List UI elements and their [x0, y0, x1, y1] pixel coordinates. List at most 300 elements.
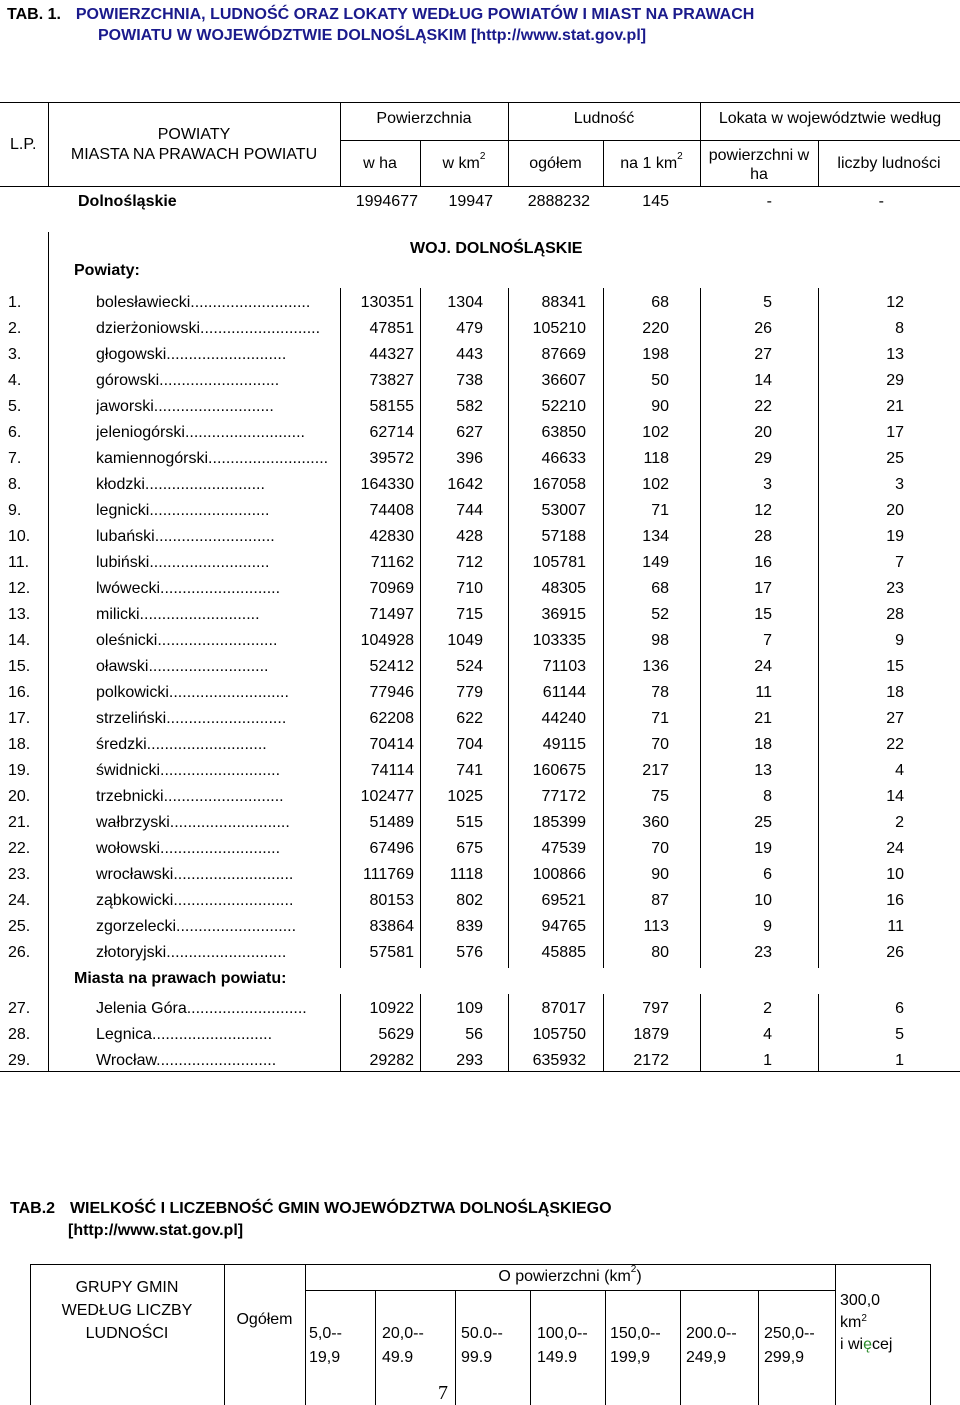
table-row	[0, 787, 960, 813]
cell-lp: 20.	[8, 788, 31, 805]
table-row	[0, 345, 960, 371]
table-row	[0, 501, 960, 527]
section-powiaty: Powiaty:	[74, 262, 140, 279]
header-powierzchnia: Powierzchnia	[376, 110, 472, 127]
cell-rank-area: 13	[754, 762, 772, 779]
cell-rank-area: 2	[763, 1000, 772, 1017]
cell-lp: 4.	[8, 372, 22, 389]
range-header	[764, 1322, 815, 1370]
cell-rank-pop: 16	[886, 892, 904, 909]
cell-ha: 42830	[369, 528, 414, 545]
range-to: 249,9	[686, 1349, 727, 1366]
range-header	[309, 1322, 342, 1370]
cell-km2: 443	[456, 346, 483, 363]
range-from: 150,0--	[610, 1325, 661, 1342]
header-w-km: w $km^2$	[442, 151, 486, 172]
cell-ha: 29282	[369, 1052, 414, 1069]
cell-pop: 57188	[541, 528, 586, 545]
cell-name: Legnica...........................	[96, 1026, 273, 1043]
range-from: 250,0--	[764, 1325, 815, 1342]
table1-title-line1: POWIERZCHNIA, LUDNOŚĆ ORAZ LOKATY WEDŁUG POWIATÓW I MIAST NA PRAWACH	[75, 6, 755, 23]
range-to: 199,9	[610, 1349, 651, 1366]
table-row	[0, 293, 960, 319]
cell-rank-pop: 27	[886, 710, 904, 727]
cell-km2: 704	[456, 736, 483, 753]
cell-rank-area: 23	[754, 944, 772, 961]
table-row	[0, 865, 960, 891]
header-lp: L.P.	[10, 136, 37, 153]
cell-rank-area: 6	[763, 866, 772, 883]
range-from: 5,0--	[309, 1325, 342, 1342]
cell-km2: 428	[456, 528, 483, 545]
table-row	[0, 423, 960, 449]
cell-name: górowski...........................	[96, 372, 280, 389]
cell-lp: 17.	[8, 710, 31, 727]
cell-km2: 582	[456, 398, 483, 415]
cell-density: 78	[651, 684, 669, 701]
table-row	[0, 449, 960, 475]
cell-name: lwówecki...........................	[96, 580, 281, 597]
table-row	[0, 943, 960, 969]
range-to: 99.9	[461, 1349, 493, 1366]
section-woj: WOJ. DOLNOŚLĄSKIE	[410, 240, 583, 257]
cell-density: 71	[651, 710, 669, 727]
cell-name: lubiński...........................	[96, 554, 270, 571]
cell-name: strzeliński...........................	[96, 710, 287, 727]
table-row	[0, 1051, 960, 1077]
cell-rank-pop: 19	[886, 528, 904, 545]
cell-density: 198	[642, 346, 669, 363]
cell-rank-area: 22	[754, 398, 772, 415]
cell-pop: 69521	[541, 892, 586, 909]
cell-lp: 24.	[8, 892, 31, 909]
cell-lp: 26.	[8, 944, 31, 961]
cell-km2: 675	[456, 840, 483, 857]
cell-name: dzierżoniowski...........................	[96, 320, 321, 337]
table-row	[0, 527, 960, 553]
range-to: 149.9	[537, 1349, 578, 1366]
cell-rank-pop: 8	[895, 320, 904, 337]
cell-ha: 70414	[369, 736, 414, 753]
cell-name: trzebnicki...........................	[96, 788, 284, 805]
table-row	[0, 917, 960, 943]
cell-ha: 57581	[369, 944, 414, 961]
cell-lp: 15.	[8, 658, 31, 675]
cell-ha: 70969	[369, 580, 414, 597]
cell-ha: 39572	[369, 450, 414, 467]
cell-name: wałbrzyski...........................	[96, 814, 290, 831]
cell-ha: 111769	[362, 866, 414, 883]
cell-km2: 712	[456, 554, 483, 571]
cell-rank-area: 16	[754, 554, 772, 571]
cell-rank-pop: 7	[895, 554, 904, 571]
table-row	[0, 553, 960, 579]
cell-name: złotoryjski...........................	[96, 944, 287, 961]
cell-rank-pop: 21	[886, 398, 904, 415]
cell-km2: 109	[456, 1000, 483, 1017]
cell-rank-pop: 1	[895, 1052, 904, 1069]
table-row	[0, 397, 960, 423]
range-to: 49.9	[382, 1349, 414, 1366]
cell-rank-pop: 24	[886, 840, 904, 857]
cell-rank-pop: 15	[886, 658, 904, 675]
header-ludnosc: Ludność	[573, 110, 635, 127]
cell-rank-pop: 13	[886, 346, 904, 363]
cell-rank-area: 14	[754, 372, 772, 389]
table-row	[0, 371, 960, 397]
cell-km2: 744	[456, 502, 483, 519]
cell-pop: 105210	[532, 320, 586, 337]
cell-rank-area: 26	[754, 320, 772, 337]
cell-pop: 167058	[532, 476, 586, 493]
header-na-1-km: na 1 $km^2$	[620, 151, 683, 172]
cell-density: 102	[642, 476, 669, 493]
cell-km2: 627	[456, 424, 483, 441]
cell-name: bolesławiecki...........................	[96, 294, 311, 311]
cell-rank-area: 19	[754, 840, 772, 857]
cell-density: 68	[651, 580, 669, 597]
table2-divider	[224, 1264, 225, 1405]
cell-rank-area: 17	[754, 580, 772, 597]
cell-density: 360	[642, 814, 669, 831]
cell-name: Jelenia Góra...........................	[96, 1000, 307, 1017]
cell-ha: 104928	[360, 632, 414, 649]
cell-pop: 36607	[541, 372, 586, 389]
cell-rank-pop: 26	[886, 944, 904, 961]
cell-rank-pop: 17	[886, 424, 904, 441]
cell-rank-pop: 23	[886, 580, 904, 597]
cell-rank-pop: 12	[886, 294, 904, 311]
cell-name: legnicki...........................	[96, 502, 270, 519]
cell-pop: 87669	[541, 346, 586, 363]
cell-km2: 1025	[447, 788, 483, 805]
cell-name: wrocławski...........................	[96, 866, 294, 883]
cell-ha: 74114	[370, 762, 414, 779]
table1-header-bottom-border	[0, 186, 960, 187]
cell-km2: 738	[456, 372, 483, 389]
cell-ha: 44327	[369, 346, 414, 363]
cell-rank-area: 8	[763, 788, 772, 805]
cell-rank-area: 24	[754, 658, 772, 675]
cell-density: 149	[642, 554, 669, 571]
range-header	[610, 1322, 661, 1370]
header-ogolem: ogółem	[529, 155, 582, 172]
cell-density: 118	[643, 450, 669, 467]
table2-title-line2: [http://www.stat.gov.pl]	[68, 1222, 244, 1239]
cell-pop: 635932	[532, 1052, 586, 1069]
cell-lp: 18.	[8, 736, 31, 753]
table2-last-range: 300,0 $km^2$ i więcej	[840, 1292, 893, 1353]
table2-top-border	[30, 1264, 930, 1265]
cell-ha: 80153	[369, 892, 414, 909]
cell-rank-area: 12	[754, 502, 772, 519]
cell-rank-area: 7	[763, 632, 772, 649]
cell-rank-pop: 29	[886, 372, 904, 389]
cell-km2: 576	[456, 944, 483, 961]
cell-pop: 87017	[541, 1000, 586, 1017]
cell-pop: 53007	[541, 502, 586, 519]
table2-divider	[930, 1264, 931, 1405]
table2-grupy-header: GRUPY GMIN WEDŁUG LICZBY LUDNOŚCI	[61, 1279, 193, 1342]
cell-ha: 51489	[369, 814, 414, 831]
cell-km2: 802	[456, 892, 483, 909]
cell-pop: 49115	[542, 736, 586, 753]
cell-lp: 16.	[8, 684, 31, 701]
cell-rank-area: 11	[755, 684, 772, 701]
table2-ogolem-header: Ogółem	[236, 1311, 293, 1328]
cell-km2: 741	[456, 762, 483, 779]
table-row	[0, 735, 960, 761]
range-header	[461, 1322, 503, 1370]
cell-rank-area: 21	[754, 710, 772, 727]
cell-lp: 5.	[8, 398, 22, 415]
cell-name: wołowski...........................	[96, 840, 281, 857]
table-row	[0, 657, 960, 683]
table2-divider	[605, 1290, 606, 1405]
table2-divider	[455, 1290, 456, 1405]
cell-rank-area: 20	[754, 424, 772, 441]
cell-rank-pop: 20	[886, 502, 904, 519]
cell-density: 70	[651, 840, 669, 857]
cell-lp: 13.	[8, 606, 31, 623]
table-row	[0, 631, 960, 657]
cell-rank-pop: 14	[886, 788, 904, 805]
cell-rank-area: 18	[754, 736, 772, 753]
cell-rank-area: 15	[754, 606, 772, 623]
cell-lp: 3.	[8, 346, 22, 363]
cell-lp: 19.	[8, 762, 31, 779]
cell-name: zgorzelecki...........................	[96, 918, 297, 935]
voivodeship-row: Dolnośląskie 1994677 19947 2888232 145 - -	[78, 193, 884, 210]
range-to: 299,9	[764, 1349, 805, 1366]
cell-rank-pop: 6	[895, 1000, 904, 1017]
table2-divider	[680, 1290, 681, 1405]
table2-divider	[835, 1264, 836, 1405]
cell-ha: 74408	[369, 502, 414, 519]
cell-name: średzki...........................	[96, 736, 267, 753]
table1-header-divider	[48, 102, 49, 186]
header-powiaty: POWIATY	[157, 126, 231, 143]
cell-lp: 6.	[8, 424, 22, 441]
table1-title	[7, 4, 754, 26]
cell-lp: 9.	[8, 502, 22, 519]
table-row	[0, 813, 960, 839]
cell-pop: 88341	[541, 294, 586, 311]
cell-name: kłodzki...........................	[96, 476, 265, 493]
cell-name: milicki...........................	[96, 606, 260, 623]
cell-pop: 77172	[541, 788, 586, 805]
cell-rank-pop: 5	[895, 1026, 904, 1043]
cell-lp: 22.	[8, 840, 31, 857]
table1-header-mid-border	[340, 140, 960, 141]
cell-lp: 25.	[8, 918, 31, 935]
cell-pop: 52210	[541, 398, 586, 415]
table1-title-line2: POWIATU W WOJEWÓDZTWIE DOLNOŚLĄSKIM [http://www.stat.gov.pl]	[98, 27, 647, 44]
cell-ha: 62208	[369, 710, 414, 727]
cell-name: kamiennogórski...........................	[96, 450, 329, 467]
range-to: 19,9	[309, 1349, 341, 1366]
cell-pop: 100866	[532, 866, 586, 883]
cell-rank-pop: 4	[895, 762, 904, 779]
cell-rank-pop: 3	[895, 476, 904, 493]
table2-divider	[758, 1290, 759, 1405]
cell-km2: 779	[456, 684, 483, 701]
cell-km2: 715	[456, 606, 483, 623]
table-row	[0, 475, 960, 501]
cell-rank-pop: 18	[886, 684, 904, 701]
cell-ha: 102477	[360, 788, 414, 805]
cell-km2: 396	[456, 450, 483, 467]
cell-km2: 1049	[447, 632, 483, 649]
cell-density: 52	[651, 606, 669, 623]
cell-rank-pop: 9	[895, 632, 904, 649]
table-row	[0, 999, 960, 1025]
cell-lp: 8.	[8, 476, 22, 493]
cell-lp: 28.	[8, 1026, 31, 1043]
cell-rank-area: 28	[754, 528, 772, 545]
cell-pop: 185399	[532, 814, 586, 831]
cell-pop: 44240	[541, 710, 586, 727]
voivodeship-name: Dolnośląskie	[78, 193, 177, 210]
cell-pop: 105750	[532, 1026, 586, 1043]
cell-lp: 7.	[8, 450, 22, 467]
cell-rank-pop: 10	[886, 866, 904, 883]
page-number: 7	[438, 1382, 448, 1404]
cell-rank-area: 9	[763, 918, 772, 935]
cell-pop: 48305	[541, 580, 586, 597]
cell-name: oleśnicki...........................	[96, 632, 278, 649]
table1-header-top-border	[0, 102, 960, 103]
cell-rank-area: 25	[754, 814, 772, 831]
cell-ha: 73827	[369, 372, 414, 389]
cell-ha: 58155	[369, 398, 414, 415]
range-from: 100,0--	[537, 1325, 588, 1342]
cell-lp: 27.	[8, 1000, 31, 1017]
cell-rank-area: 10	[754, 892, 772, 909]
cell-km2: 1118	[449, 866, 483, 883]
cell-name: oławski...........................	[96, 658, 269, 675]
range-header	[686, 1322, 737, 1370]
cell-name: świdnicki...........................	[96, 762, 281, 779]
cell-pop: 36915	[541, 606, 586, 623]
cell-ha: 5629	[378, 1026, 414, 1043]
cell-km2: 515	[456, 814, 483, 831]
cell-pop: 61144	[542, 684, 586, 701]
table2-divider	[375, 1290, 376, 1405]
cell-pop: 71103	[542, 658, 586, 675]
table2-o-powierzchni-header: O powierzchni $(km^2)$	[498, 1264, 642, 1285]
table1-title-prefix: TAB. 1.	[7, 6, 61, 23]
cell-lp: 2.	[8, 320, 22, 337]
table-row	[0, 605, 960, 631]
cell-name: polkowicki...........................	[96, 684, 289, 701]
table2-title: TAB.2 WIELKOŚĆ I LICZEBNOŚĆ GMIN WOJEWÓDZTWA DOLNOŚLĄSKIEGO	[10, 1200, 612, 1217]
cell-density: 113	[643, 918, 669, 935]
cell-ha: 47851	[369, 320, 414, 337]
cell-rank-pop: 2	[895, 814, 904, 831]
cell-rank-area: 29	[754, 450, 772, 467]
cell-pop: 47539	[541, 840, 586, 857]
cell-pop: 103335	[532, 632, 586, 649]
cell-density: 797	[642, 1000, 669, 1017]
cell-density: 136	[642, 658, 669, 675]
cell-pop: 63850	[541, 424, 586, 441]
cell-km2: 479	[456, 320, 483, 337]
cell-density: 90	[651, 866, 669, 883]
cell-rank-pop: 28	[886, 606, 904, 623]
range-header	[382, 1322, 424, 1370]
cell-rank-pop: 25	[886, 450, 904, 467]
range-header	[537, 1322, 588, 1370]
table-row	[0, 579, 960, 605]
cell-density: 220	[642, 320, 669, 337]
table-row	[0, 1025, 960, 1051]
cell-ha: 52412	[369, 658, 414, 675]
cell-lp: 14.	[8, 632, 31, 649]
cell-pop: 105781	[532, 554, 586, 571]
cell-pop: 160675	[532, 762, 586, 779]
table2-divider	[530, 1290, 531, 1405]
section-miasta: Miasta na prawach powiatu:	[74, 970, 287, 987]
range-from: 50.0--	[461, 1325, 503, 1342]
cell-lp: 21.	[8, 814, 31, 831]
cell-ha: 71162	[370, 554, 414, 571]
cell-rank-area: 3	[763, 476, 772, 493]
cell-name: lubański...........................	[96, 528, 275, 545]
cell-km2: 293	[456, 1052, 483, 1069]
cell-name: Wrocław...........................	[96, 1052, 277, 1069]
range-from: 200.0--	[686, 1325, 737, 1342]
range-from: 20,0--	[382, 1325, 424, 1342]
header-w-ha: w ha	[363, 155, 397, 172]
cell-km2: 524	[456, 658, 483, 675]
cell-rank-area: 27	[754, 346, 772, 363]
table-row	[0, 761, 960, 787]
table1-bottom-border	[0, 1071, 960, 1072]
cell-km2: 1304	[447, 294, 483, 311]
cell-pop: 46633	[541, 450, 586, 467]
cell-km2: 710	[456, 580, 483, 597]
cell-ha: 164330	[360, 476, 414, 493]
cell-lp: 1.	[8, 294, 22, 311]
cell-lp: 11.	[8, 554, 30, 571]
table2-sub-border	[305, 1290, 835, 1291]
cell-lp: 29.	[8, 1052, 31, 1069]
cell-name: ząbkowicki...........................	[96, 892, 294, 909]
cell-density: 90	[651, 398, 669, 415]
cell-density: 87	[651, 892, 669, 909]
cell-km2: 622	[456, 710, 483, 727]
cell-km2: 839	[456, 918, 483, 935]
table-row	[0, 891, 960, 917]
header-powierzchni: powierzchni w ha	[708, 147, 810, 183]
cell-density: 50	[651, 372, 669, 389]
cell-density: 134	[642, 528, 669, 545]
cell-lp: 23.	[8, 866, 31, 883]
table-row	[0, 709, 960, 735]
cell-density: 98	[651, 632, 669, 649]
cell-pop: 45885	[541, 944, 586, 961]
cell-density: 80	[651, 944, 669, 961]
cell-ha: 83864	[369, 918, 414, 935]
table-row	[0, 683, 960, 709]
cell-km2: 56	[465, 1026, 483, 1043]
cell-ha: 71497	[369, 606, 414, 623]
cell-density: 102	[642, 424, 669, 441]
cell-ha: 10922	[369, 1000, 414, 1017]
cell-km2: 1642	[447, 476, 483, 493]
cell-rank-pop: 11	[887, 918, 904, 935]
